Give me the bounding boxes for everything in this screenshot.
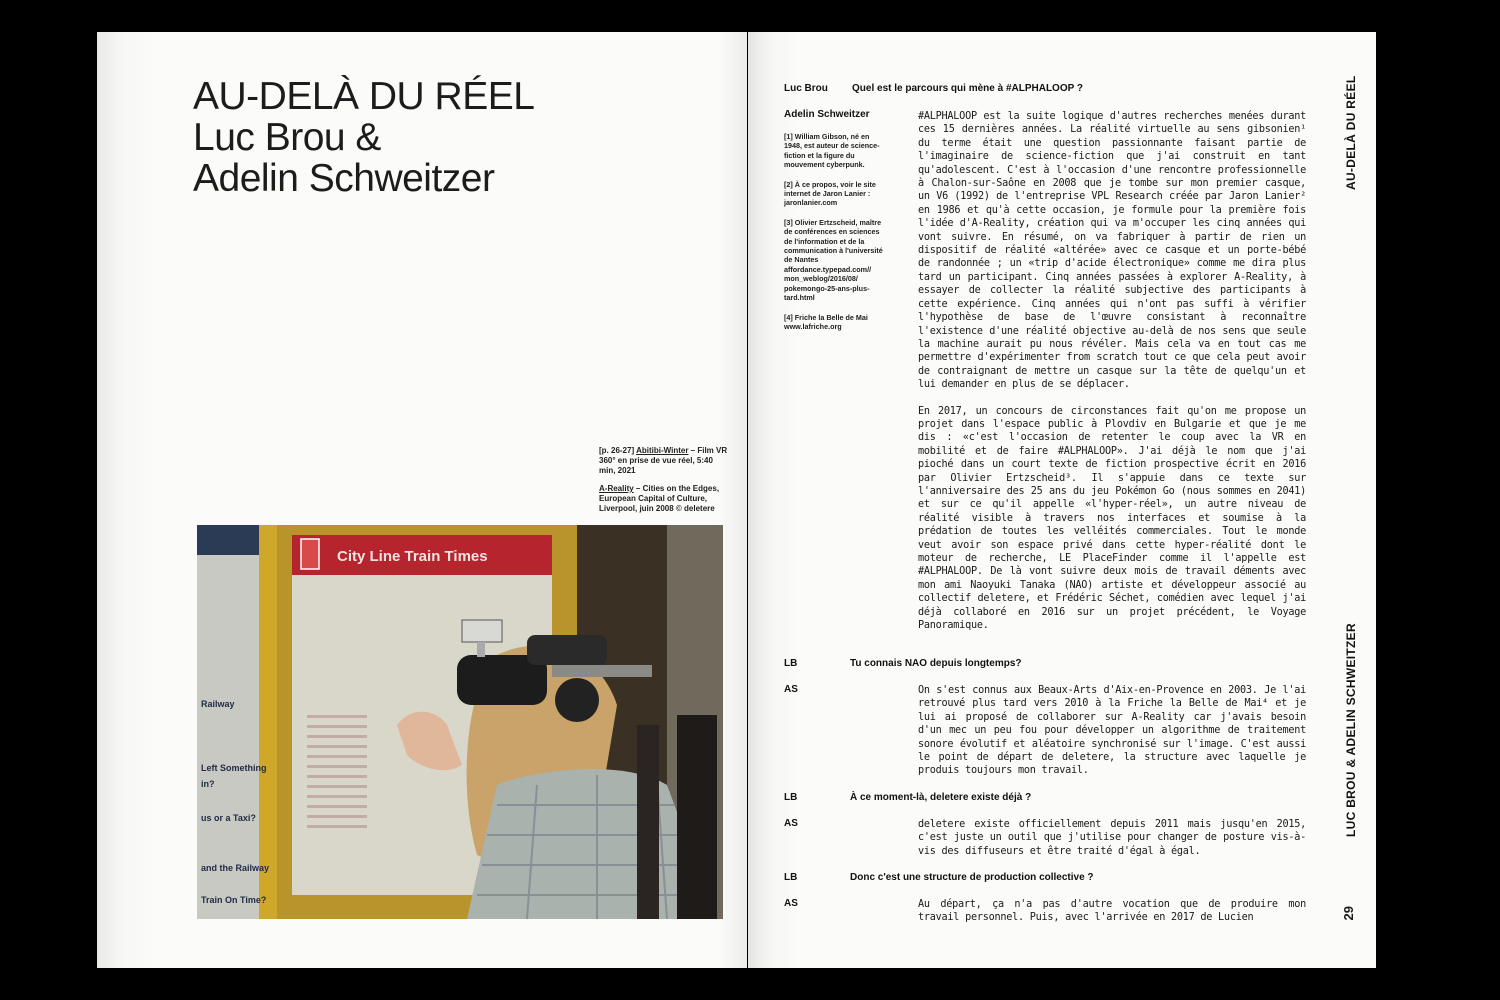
right-page (748, 32, 1376, 968)
speaker-as-4: AS (784, 898, 798, 909)
footnotes (784, 132, 884, 341)
footnote-1: [1] William Gibson, né en 1948, est auteur de science-fiction et la figure du mouvement cyberpunk. (784, 132, 880, 170)
caption-text: – Film VR 360° en prise de vue réel, 5:40 min, 2021 (599, 446, 728, 475)
speaker-luc-brou: Luc Brou (784, 83, 828, 94)
photo-caption-2 (599, 484, 729, 514)
speaker-lb-3: LB (784, 792, 798, 803)
question-2: Tu connais NAO depuis longtemps? (850, 658, 1022, 669)
page-number: 29 (1341, 906, 1356, 921)
caption-link-abitibi[interactable]: Abitibi-Winter (636, 446, 689, 455)
speaker-adelin-schweitzer: Adelin Schweitzer (784, 109, 870, 120)
footnote-3: [3] Olivier Ertzscheid, maître de conférences en sciences de l'information et de la communication à l'université de Nantes affordance.typepad.com// mon_weblog/2016/08/ pokemongo-25-ans-plus-tard.html (784, 217, 883, 303)
title-line-1: AU-DELÀ DU RÉEL (193, 75, 535, 118)
side-running-authors: LUC BROU & ADELIN SCHWEITZER (1344, 623, 1358, 837)
poster-line: Railway (201, 699, 235, 709)
caption-ref: [p. 26-27] (599, 446, 635, 455)
answer-1 (918, 110, 1306, 645)
question-1: Quel est le parcours qui mène à #ALPHALOOP ? (852, 83, 1083, 94)
answer-2: On s'est connus aux Beaux-Arts d'Aix-en-Provence en 2003. Je l'ai retrouvé plus tard vers 2010 à la Friche la Belle de Mai⁴ et je lui ai proposé de collaborer sur A-Reality car j'avais besoin d'un mec un peu fou pour développer un algorithme de traitement sonore évolutif et aléatoire synchronisé sur l'image. C'est aussi le point de départ de deletere, la structure avec laquelle je produis toujours mon travail. (918, 685, 1306, 777)
photo-caption-1 (599, 446, 729, 476)
footnote-2: [2] À ce propos, voir le site internet de Jaron Lanier : jaronlanier.com (784, 179, 876, 208)
answer-1-paragraph-2: En 2017, un concours de circonstances fait qu'on me propose un projet dans l'espace public à Plovdiv en Bulgarie et que je me dis : «c'est l'occasion de retenter le coup avec la VR en mobilité et de faire #ALPHALOOP». J'ai déjà le nom que j'ai pioché dans un court texte de fiction prospective écrit en 2016 par Olivier Ertzscheid³. Il s'appuie dans ce texte sur l'anniversaire des 25 ans du jeu Pokémon Go (nous sommes en 2041) et sur ce qu'il appelle «l'hyper-réel», un autre niveau de réalité visible à travers nos interfaces et soumise à la prédation de toutes les velléités commerciales. Tout le monde veut avoir son espace privé dans cette hyper-réalité dont le moteur de recherche, LE PlaceFinder comme il l'appelle est #ALPHALOOP. De là vont suivre deux mois de travail déments avec mon ami Naoyuki Tanaka (NAO) artiste et développeur associé au collectif deletere, et Frédéric Séchet, comédien avec lequel j'ai déjà collaboré en 2016 sur un projet précédent, le Voyage Panoramique. (918, 405, 1306, 632)
poster-line: Left Something (201, 763, 267, 773)
vr-headset-photo (197, 525, 723, 919)
question-3: À ce moment-là, deletere existe déjà ? (850, 792, 1032, 803)
poster-line: and the Railway (201, 863, 270, 873)
caption-link-areality[interactable]: A-Reality (599, 484, 634, 493)
title-line-3: Adelin Schweitzer (193, 157, 495, 200)
speaker-lb-2: LB (784, 658, 798, 669)
caption-text: – Cities on the Edges, European Capital of Culture, Liverpool, juin 2008 © deletere (599, 484, 720, 513)
footnote-4: [4] Friche la Belle de Mai www.lafriche.org (784, 312, 868, 331)
speaker-as-3: AS (784, 818, 798, 829)
poster-line: in? (201, 779, 215, 789)
photo-illustration (197, 525, 723, 919)
sign-text: City Line Train Times (337, 548, 488, 565)
answer-4: Au départ, ça n'a pas d'autre vocation que de produire mon travail personnel. Puis, avec l'arrivée en 2017 de Lucien (918, 899, 1306, 924)
title-line-2: Luc Brou & (193, 116, 381, 159)
article-title (193, 76, 534, 199)
answer-1-paragraph-1: #ALPHALOOP est la suite logique d'autres recherches menées durant ces 15 dernières années. La réalité virtuelle au sens gibsonien¹ du terme était une question passionnante faisant partie de l'imaginaire de science-fiction que j'ai construit en tant qu'adolescent. C'est à l'occasion d'une rencontre professionnelle à Chalon-sur-Saône en 2008 que je tombe sur mon premier casque, un V6 (1992) de l'entreprise VPL Research créée par Jaron Lanier² en 1986 et qu'à cette occasion, je formule pour la première fois l'idée d'A-Reality, création qui va m'occuper les cinq années qui vont suivre. En résumé, on va fabriquer à partir de rien un dispositif de réalité «altérée» avec ce casque et un porte-bébé de randonnée ; un «trip d'acide électronique» comme me dira plus tard un participant. Cinq années passées à explorer A-Reality, à essayer de collecter la réalité subjective des participants à cette expérience. Cinq années qui n'ont pas suffi à vérifier l'hypothèse de base de l'œuvre consistant à reconnaître l'existence d'une réalité objective au-delà de nos sens que seule la machine aurait pu nous révéler. Mais cela va en tout cas me permettre d'expérimenter from scratch tout ce que cela peut avoir de contraignant de mettre un casque sur la tête de quelqu'un et lui demander en plus de se déplacer. (918, 111, 1306, 391)
poster-line: us or a Taxi? (201, 813, 256, 823)
speaker-as-2: AS (784, 684, 798, 695)
question-4: Donc c'est une structure de production collective ? (850, 872, 1094, 883)
left-page (97, 32, 747, 968)
side-running-title: AU-DELÀ DU RÉEL (1344, 75, 1358, 190)
answer-3: deletere existe officiellement depuis 2011 mais jusqu'en 2015, c'est juste un outil que j'utilise pour changer de posture vis-à-vis des diffuseurs et être traité d'égal à égal. (918, 819, 1306, 857)
speaker-lb-4: LB (784, 872, 798, 883)
poster-line: Train On Time? (201, 895, 267, 905)
